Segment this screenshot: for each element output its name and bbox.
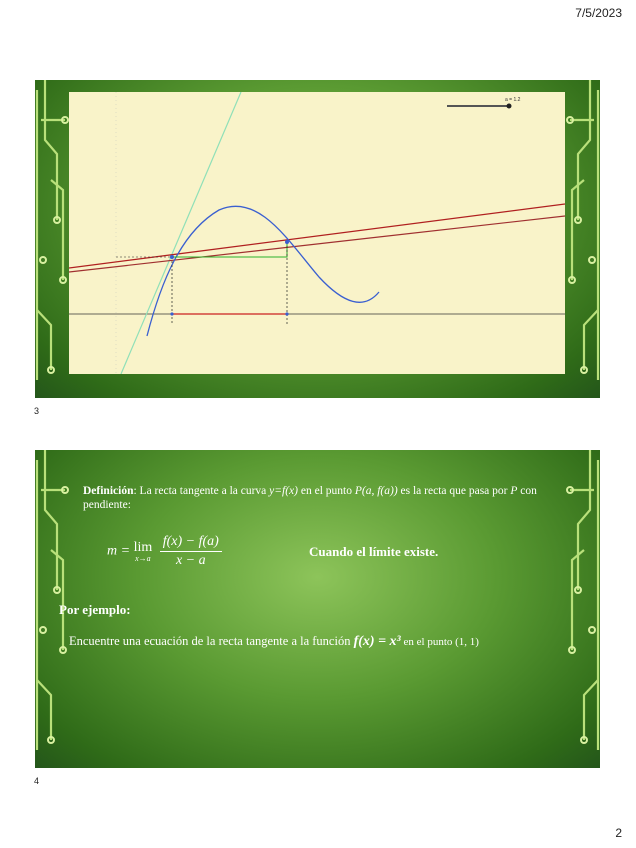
slide-number: 3 xyxy=(34,406,40,416)
slider-label: a = 1.2 xyxy=(505,97,521,103)
example-title: Por ejemplo: xyxy=(59,602,131,617)
point-p xyxy=(170,255,174,259)
header-date: 7/5/2023 xyxy=(575,6,622,20)
slide-3 xyxy=(35,80,600,398)
example-text: Encuentre una ecuación de la recta tangente a la función f(x) = x³ en el punto (1, 1) xyxy=(69,634,479,649)
steep-line xyxy=(121,92,241,374)
point-expression: P(a, f(a)) xyxy=(354,485,398,497)
slide-number: 4 xyxy=(34,776,40,786)
slope-formula: m = lim x→a $\frac{f(x) - f(a)}{x - a}$ xyxy=(107,534,222,569)
slide-4 xyxy=(35,450,600,768)
curve-expression: y=f(x) xyxy=(269,485,298,497)
example-function: f(x) = x³ xyxy=(353,634,401,649)
page-number: 2 xyxy=(615,826,622,840)
secant-line-2 xyxy=(69,216,565,272)
function-curve xyxy=(147,206,379,336)
limit-condition: Cuando el límite existe. xyxy=(309,544,439,559)
geogebra-graph xyxy=(69,92,565,374)
secant-line-1 xyxy=(69,204,565,268)
definition-text: Definición: La recta tangente a la curva y=f(x) en el punto P(a, f(a)) es la recta que pasa por P con pendiente: xyxy=(83,485,537,511)
point-q xyxy=(285,240,289,244)
definition-label: Definición xyxy=(83,485,134,497)
slider-handle xyxy=(507,104,512,109)
